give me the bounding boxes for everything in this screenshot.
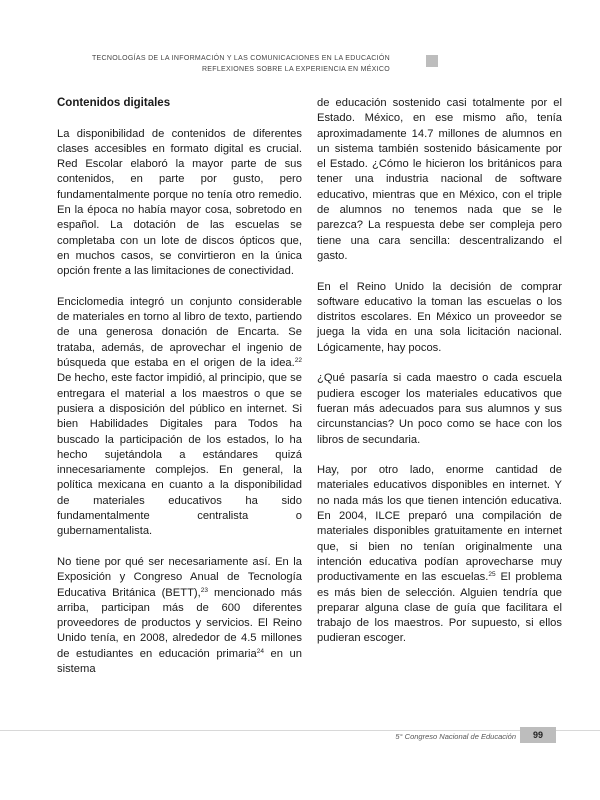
paragraph <box>57 295 302 540</box>
paragraph-text: No tiene por qué ser necesariamente así. En la Exposición y Congreso Anual de Tecnología Educativa Británica (BETT), <box>57 555 302 599</box>
footnote-ref[interactable]: 24 <box>256 647 264 655</box>
paragraph-text: en un sistema <box>57 647 302 675</box>
header-line-1: TECNOLOGÍAS DE LA INFORMACIÓN Y LAS COMUNICACIONES EN LA EDUCACIÓN <box>91 55 390 62</box>
paragraph: ¿Qué pasaría si cada maestro o cada escuela pudiera escoger los materiales educativos que fueran más adecuados para sus alumnos y sus circunstancias? Un poco como se hace con los libros de secundaria. <box>317 372 562 446</box>
paragraph: de educación sostenido casi totalmente por el Estado. México, en ese mismo año, tenía aproximadamente 14.7 millones de alumnos en un sistema también sostenido básicamente por el Estado. ¿Cómo le hicieron los británicos para tener una industria nacional de software educativo, mientras que en México, con el triple de alumnos no tenemos nada que se le parezca? La respuesta debe ser compleja pero tiene una cara sencilla: descentralizando el gasto. <box>317 97 562 262</box>
paragraph-text: El problema es más bien de selección. Alguien tendría que preparar alguna clase de guía que facilitara el trabajo de los maestros. Por supuesto, si ellos pudieran escoger. <box>317 571 562 645</box>
header-line-2: REFLEXIONES SOBRE LA EXPERIENCIA EN MÉXICO <box>201 66 390 73</box>
left-column <box>57 96 302 693</box>
paragraph-text: De hecho, este factor impidió, al principio, que se entregara el material a los maestros o que se pusiera a disposición del público en internet. Si bien Habilidades Digitales para Todos ha buscado la participación de los estados, lo ha hecho sujetándola a estándares quizá innecesariamente complejos. En general, la política mexicana en cuanto a la disponibilidad de materiales educativos ha sido fundamentalmente centralista o gubernamentalista. <box>57 372 302 538</box>
paragraph-text: Enciclomedia integró un conjunto considerable de materiales en torno al libro de texto, partiendo de una generosa donación de Encarta. Se trataba, además, de aprovechar el ingenio de búsqueda que estaba en el origen de la idea. <box>57 295 302 370</box>
footnote-ref[interactable]: 22 <box>294 357 302 365</box>
header-decorative-square <box>426 55 438 67</box>
page-number: 99 <box>520 727 556 743</box>
paragraph: En el Reino Unido la decisión de comprar software educativo la toman las escuelas o los distritos escolares. En México un proveedor se juega la vida en una sola licitación nacional. Lógicamente, hay pocos. <box>317 280 562 354</box>
paragraph <box>57 555 302 677</box>
footnote-ref[interactable]: 23 <box>200 586 208 594</box>
running-header <box>92 53 390 75</box>
section-title: Contenidos digitales <box>57 97 171 109</box>
footer-congress: 5° Congreso Nacional de Educación <box>395 732 516 741</box>
paragraph-text: mencionado más arriba, participan más de 600 diferentes proveedores de productos y servicios. El Reino Unido tenía, en 2008, alrededor de 4.5 millones de estudiantes en educación primaria <box>57 586 302 660</box>
footnote-ref[interactable]: 25 <box>488 571 496 579</box>
paragraph <box>317 463 562 647</box>
right-column <box>317 96 562 662</box>
paragraph: La disponibilidad de contenidos de diferentes clases accesibles en formato digital es crucial. Red Escolar elaboró la mayor parte de sus contenidos, en parte por gusto, pero fundamentalmente porque no tenía otro remedio. En la época no había mayor cosa, sobretodo en español. La dotación de las escuelas se completaba con un lote de discos ópticos que, en muchos casos, se convirtieron en la única opción frente a las limitaciones de conectividad. <box>57 127 302 278</box>
paragraph-text: Hay, por otro lado, enorme cantidad de materiales educativos disponibles en internet. Y no nada más los que tienen intención educativa. En 2004, ILCE preparó una compilación de materiales disponibles gratuitamente en internet que, si bien no tenían originalmente una intención educativa podían aprovecharse muy productivamente en las escuelas. <box>317 464 562 584</box>
